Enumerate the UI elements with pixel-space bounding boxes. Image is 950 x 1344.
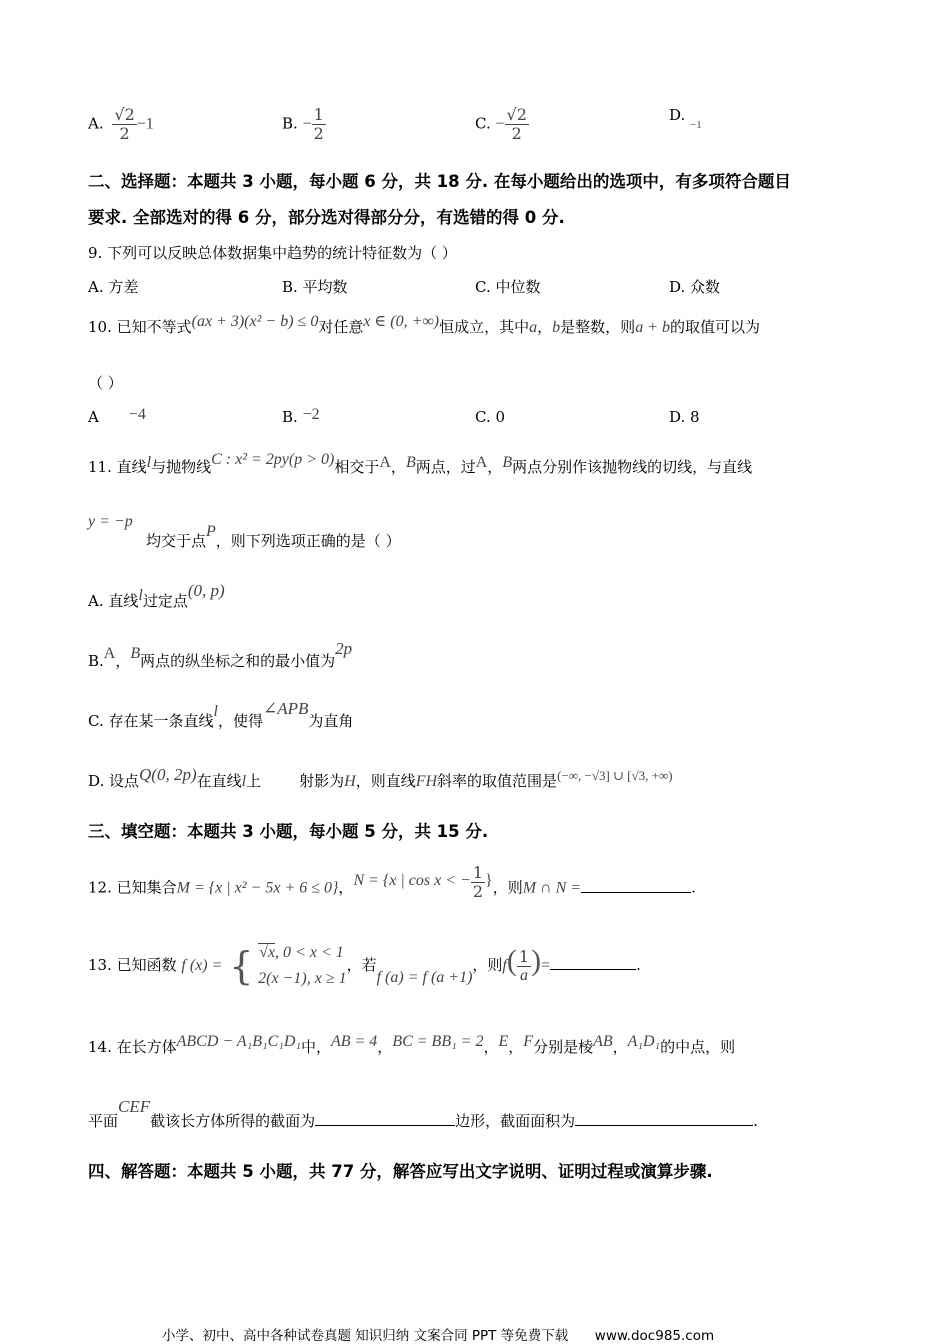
q14-stem-line2: 平面CEF截该长方体所得的截面为 边形，截面面积为 . [88,1097,758,1130]
q13-stem: 13. 已知函数 f (x) = { √x, 0 < x < 1 2(x −1), x ≥ 1 ，若f (a) = f (a +1)，则f( $\frac{1}{a}$ )= . [88,944,641,988]
section3-heading: 三、填空题：本题共 3 小题，每小题 5 分，共 15 分. [88,822,489,841]
q9-option-b: B. 平均数 [282,278,348,296]
q11-stem-line1: 11. 直线l与抛物线C : x² = 2py(p > 0)相交于A，B两点，过A，B两点分别作该抛物线的切线，与直线 [88,451,753,476]
q12-answer-blank[interactable] [581,877,691,893]
q14-answer-blank-1[interactable] [315,1110,455,1126]
section2-heading-line1: 二、选择题：本题共 3 小题，每小题 6 分，共 18 分. 在每小题给出的选项中，有多项符合题目 [88,172,791,191]
q8-option-a: A. $\frac{√2}{2}$ −1 [88,105,154,143]
q10-option-c: C. 0 [475,408,506,426]
footer-text: 小学、初中、高中各种试卷真题 知识归纳 文案合同 PPT 等免费下载 [162,1328,569,1344]
footer [162,1324,714,1344]
q8-option-d: D. $_{-1}$ [669,106,702,131]
q11-option-b: B.A，B两点的纵坐标之和的最小值为2p [88,639,353,670]
q11-option-a: A. 直线l过定点(0, p) [88,581,225,610]
q12-stem: 12. 已知集合M = {x | x² − 5x + 6 ≤ 0}，N = {x | cos x < − $\frac{1}{2}$ }，则M ∩ N = . [88,863,696,901]
q11-option-d: D. 设点Q(0, 2p)在直线l上 射影为H，则直线FH斜率的取值范围是(−∞, −√3] ∪ [√3, +∞) [88,765,673,790]
q13-answer-blank[interactable] [550,954,636,970]
q14-stem-line1: 14. 在长方体ABCD − A₁B₁C₁D₁中，AB = 4，BC = BB₁ = 2，E，F分别是棱AB，A₁D₁的中点，则 [88,1033,736,1056]
q8-option-b: B. − $\frac{1}{2}$ [282,105,324,143]
q10-answer-paren: （ ） [88,374,123,392]
q10-stem: 10. 已知不等式(ax + 3)(x² − b) ≤ 0对任意x ∈ (0, +∞)恒成立，其中a，b是整数，则a + b的取值可以为 [88,313,760,336]
q11-option-c: C. 存在某一条直线l，使得∠APB为直角 [88,699,354,730]
q8-a-num: √2 [114,105,135,124]
q9-option-a: A. 方差 [88,278,139,296]
q10-option-d: D. 8 [669,408,700,426]
section4-heading: 四、解答题：本题共 5 小题，共 77 分，解答应写出文字说明、证明过程或演算步骤. [88,1162,713,1181]
q10-option-b: B. −2 [282,406,320,426]
section2-heading-line2: 要求. 全部选对的得 6 分，部分选对得部分分，有选错的得 0 分. [88,208,565,227]
q8-option-c: C. − $\frac{√2}{2}$ [475,105,527,143]
q9-stem: 9. 下列可以反映总体数据集中趋势的统计特征数为（ ） [88,244,457,262]
q9-option-c: C. 中位数 [475,278,541,296]
q9-option-d: D. 众数 [669,278,721,296]
q14-answer-blank-2[interactable] [575,1110,753,1126]
q11-stem-line2: y = −p [88,513,133,530]
footer-url[interactable]: www.doc985.com [594,1328,715,1344]
q11-stem-line2b: 均交于点P，则下列选项正确的是（ ） [146,523,401,550]
q10-option-a: A −4 [88,406,146,426]
